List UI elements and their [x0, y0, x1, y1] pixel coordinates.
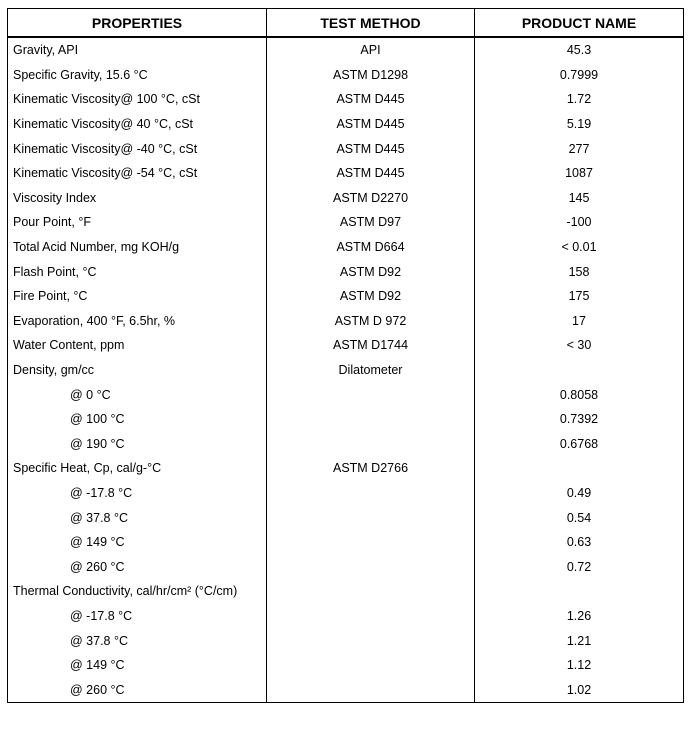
property-cell: @ 260 °C: [8, 677, 267, 702]
table-row: [8, 259, 684, 284]
table-row: [8, 112, 684, 137]
table-row: [8, 554, 684, 579]
product-value-cell: -100: [475, 210, 684, 235]
table-row: [8, 37, 684, 63]
product-value-cell: [475, 579, 684, 604]
table-row: [8, 186, 684, 211]
table-row: [8, 432, 684, 457]
product-value-cell: 0.7392: [475, 407, 684, 432]
product-value-cell: 1.21: [475, 628, 684, 653]
property-cell: Specific Gravity, 15.6 °C: [8, 63, 267, 88]
product-value-cell: 5.19: [475, 112, 684, 137]
product-value-cell: 0.72: [475, 554, 684, 579]
table-row: [8, 456, 684, 481]
test-method-cell: [267, 505, 475, 530]
product-value-cell: 0.63: [475, 530, 684, 555]
test-method-cell: Dilatometer: [267, 358, 475, 383]
table-row: [8, 136, 684, 161]
test-method-cell: [267, 382, 475, 407]
table-row: [8, 382, 684, 407]
table-row: [8, 284, 684, 309]
property-cell: Evaporation, 400 °F, 6.5hr, %: [8, 309, 267, 334]
table-row: [8, 628, 684, 653]
table-row: [8, 235, 684, 260]
product-value-cell: 0.7999: [475, 63, 684, 88]
test-method-cell: ASTM D1744: [267, 333, 475, 358]
product-value-cell: 17: [475, 309, 684, 334]
property-cell: @ -17.8 °C: [8, 481, 267, 506]
test-method-cell: ASTM D 972: [267, 309, 475, 334]
test-method-cell: ASTM D445: [267, 112, 475, 137]
property-cell: @ 149 °C: [8, 530, 267, 555]
product-value-cell: 145: [475, 186, 684, 211]
table-row: [8, 63, 684, 88]
test-method-cell: ASTM D445: [267, 136, 475, 161]
test-method-cell: [267, 604, 475, 629]
product-value-cell: 1.72: [475, 87, 684, 112]
table-body: [8, 37, 684, 703]
product-value-cell: 0.49: [475, 481, 684, 506]
header-product-name: PRODUCT NAME: [475, 9, 684, 38]
product-value-cell: 1087: [475, 161, 684, 186]
product-value-cell: < 0.01: [475, 235, 684, 260]
property-cell: Specific Heat, Cp, cal/g-°C: [8, 456, 267, 481]
property-cell: Pour Point, °F: [8, 210, 267, 235]
property-cell: @ 149 °C: [8, 653, 267, 678]
table-row: [8, 358, 684, 383]
property-cell: Total Acid Number, mg KOH/g: [8, 235, 267, 260]
table-row: [8, 210, 684, 235]
property-cell: Kinematic Viscosity@ 40 °C, cSt: [8, 112, 267, 137]
table-header-row: [8, 9, 684, 38]
property-cell: @ -17.8 °C: [8, 604, 267, 629]
product-value-cell: 45.3: [475, 37, 684, 63]
product-value-cell: 0.54: [475, 505, 684, 530]
test-method-cell: ASTM D664: [267, 235, 475, 260]
header-test-method: TEST METHOD: [267, 9, 475, 38]
product-value-cell: 277: [475, 136, 684, 161]
property-cell: @ 0 °C: [8, 382, 267, 407]
property-cell: Kinematic Viscosity@ 100 °C, cSt: [8, 87, 267, 112]
product-value-cell: 158: [475, 259, 684, 284]
table-row: [8, 481, 684, 506]
test-method-cell: ASTM D92: [267, 259, 475, 284]
test-method-cell: [267, 579, 475, 604]
test-method-cell: [267, 481, 475, 506]
test-method-cell: [267, 554, 475, 579]
property-cell: Density, gm/cc: [8, 358, 267, 383]
product-value-cell: 0.8058: [475, 382, 684, 407]
property-cell: Water Content, ppm: [8, 333, 267, 358]
property-cell: Gravity, API: [8, 37, 267, 63]
product-value-cell: [475, 456, 684, 481]
product-value-cell: 175: [475, 284, 684, 309]
table-row: [8, 505, 684, 530]
property-cell: Viscosity Index: [8, 186, 267, 211]
property-cell: @ 37.8 °C: [8, 628, 267, 653]
property-cell: Kinematic Viscosity@ -40 °C, cSt: [8, 136, 267, 161]
product-value-cell: 1.02: [475, 677, 684, 702]
table-row: [8, 309, 684, 334]
test-method-cell: ASTM D92: [267, 284, 475, 309]
table-row: [8, 677, 684, 702]
property-cell: @ 260 °C: [8, 554, 267, 579]
test-method-cell: ASTM D2766: [267, 456, 475, 481]
properties-table-container: [7, 8, 683, 703]
property-cell: Thermal Conductivity, cal/hr/cm² (°C/cm): [8, 579, 267, 604]
test-method-cell: ASTM D97: [267, 210, 475, 235]
table-row: [8, 530, 684, 555]
product-value-cell: [475, 358, 684, 383]
test-method-cell: [267, 407, 475, 432]
table-row: [8, 333, 684, 358]
test-method-cell: ASTM D445: [267, 161, 475, 186]
table-row: [8, 653, 684, 678]
property-cell: Flash Point, °C: [8, 259, 267, 284]
table-row: [8, 604, 684, 629]
product-value-cell: 1.26: [475, 604, 684, 629]
test-method-cell: [267, 432, 475, 457]
product-value-cell: < 30: [475, 333, 684, 358]
product-value-cell: 0.6768: [475, 432, 684, 457]
property-cell: Kinematic Viscosity@ -54 °C, cSt: [8, 161, 267, 186]
test-method-cell: ASTM D1298: [267, 63, 475, 88]
table-row: [8, 87, 684, 112]
table-row: [8, 407, 684, 432]
test-method-cell: ASTM D445: [267, 87, 475, 112]
test-method-cell: [267, 530, 475, 555]
test-method-cell: [267, 628, 475, 653]
header-properties: PROPERTIES: [8, 9, 267, 38]
test-method-cell: [267, 677, 475, 702]
property-cell: Fire Point, °C: [8, 284, 267, 309]
property-cell: @ 37.8 °C: [8, 505, 267, 530]
property-cell: @ 100 °C: [8, 407, 267, 432]
product-value-cell: 1.12: [475, 653, 684, 678]
table-row: [8, 161, 684, 186]
table-row: [8, 579, 684, 604]
properties-table: [7, 8, 684, 703]
test-method-cell: API: [267, 37, 475, 63]
test-method-cell: [267, 653, 475, 678]
test-method-cell: ASTM D2270: [267, 186, 475, 211]
property-cell: @ 190 °C: [8, 432, 267, 457]
